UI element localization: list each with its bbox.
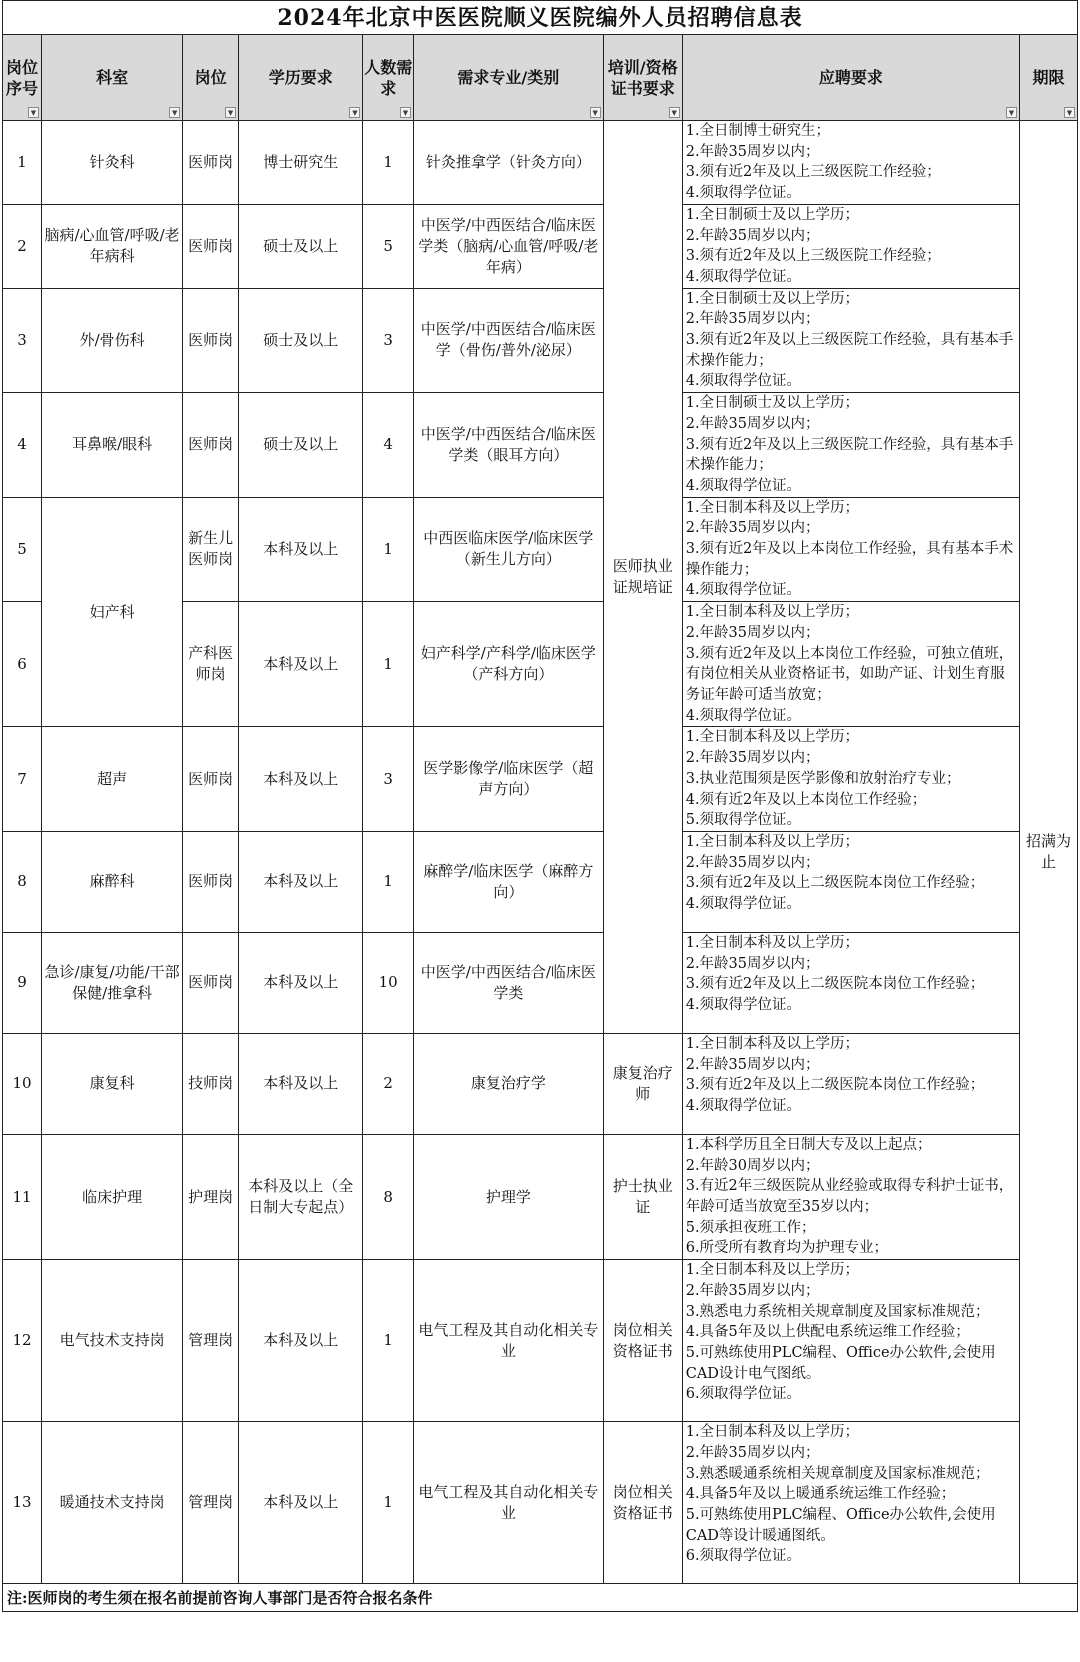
requirement-line: 5.可熟练使用PLC编程、Office办公软件,会使用CAD等设计暖通图纸。	[685, 1506, 996, 1544]
cell-post: 医师岗	[183, 932, 239, 1033]
cell-dept: 康复科	[41, 1033, 182, 1134]
header-dept: 科室 ▼	[41, 35, 182, 121]
cell-dept: 妇产科	[41, 497, 182, 727]
recruitment-table	[2, 34, 1078, 1584]
cell-post: 医师岗	[183, 393, 239, 498]
requirement-line: 3.须有近2年及以上二级医院本岗位工作经验；	[685, 875, 985, 892]
requirement-line: 2.年龄35周岁以内；	[685, 415, 820, 432]
cell-major: 中医学/中西医结合/临床医学类（眼耳方向）	[413, 393, 603, 498]
requirement-line: 4.须取得学位证。	[685, 268, 802, 285]
requirement-line: 4.须取得学位证。	[685, 582, 802, 599]
requirement-line: 5.可熟练使用PLC编程、Office办公软件,会使用CAD设计电气图纸。	[685, 1344, 996, 1382]
cell-edu: 硕士及以上	[239, 393, 363, 498]
requirement-line: 4.须取得学位证。	[685, 707, 802, 724]
requirement-line: 5.须取得学位证。	[685, 812, 802, 829]
cell-num: 8	[363, 1134, 414, 1259]
cell-num: 1	[363, 602, 414, 727]
table-row	[3, 121, 1078, 205]
requirement-line: 4.须取得学位证。	[685, 896, 802, 913]
footer-note: 注:医师岗的考生须在报名前提前咨询人事部门是否符合报名条件	[2, 1584, 1078, 1612]
requirement-line: 2.年龄35周岁以内；	[685, 311, 820, 328]
cell-requirements	[682, 1134, 1019, 1259]
cell-edu: 本科及以上	[239, 932, 363, 1033]
cell-no: 7	[3, 727, 42, 832]
cell-no: 1	[3, 121, 42, 205]
header-term: 期限 ▼	[1019, 35, 1077, 121]
cell-num: 1	[363, 1260, 414, 1422]
cell-cert: 岗位相关资格证书	[603, 1260, 682, 1422]
filter-dropdown-icon[interactable]: ▼	[169, 107, 180, 118]
requirement-line: 6.所受所有教育均为护理专业；	[685, 1240, 889, 1257]
cell-requirements	[682, 1033, 1019, 1134]
cell-cert: 康复治疗师	[603, 1033, 682, 1134]
cell-dept: 麻醉科	[41, 831, 182, 932]
cell-num: 5	[363, 204, 414, 288]
cell-post: 医师岗	[183, 204, 239, 288]
filter-dropdown-icon[interactable]: ▼	[400, 107, 411, 118]
cell-num: 3	[363, 727, 414, 832]
requirement-line: 1.全日制硕士及以上学历；	[685, 395, 860, 412]
cell-requirements	[682, 727, 1019, 832]
requirement-line: 1.全日制本科及以上学历；	[685, 1424, 860, 1441]
cell-dept: 针灸科	[41, 121, 182, 205]
requirement-line: 3.须有近2年及以上三级医院工作经验；	[685, 248, 941, 265]
requirement-line: 2.年龄30周岁以内；	[685, 1157, 820, 1174]
requirement-line: 3.须有近2年及以上本岗位工作经验，具有基本手术操作能力；	[685, 541, 1014, 578]
requirement-line: 2.年龄35周岁以内；	[685, 1282, 820, 1299]
cell-edu: 硕士及以上	[239, 288, 363, 393]
table-row	[3, 497, 1078, 602]
header-row	[3, 35, 1078, 121]
cell-no: 12	[3, 1260, 42, 1422]
table-row	[3, 1260, 1078, 1422]
cell-num: 3	[363, 288, 414, 393]
cell-no: 3	[3, 288, 42, 393]
requirement-line: 2.年龄35周岁以内；	[685, 750, 820, 767]
cell-major: 麻醉学/临床医学（麻醉方向）	[413, 831, 603, 932]
cell-edu: 本科及以上	[239, 602, 363, 727]
cell-major: 中医学/中西医结合/临床医学类（脑病/心血管/呼吸/老年病）	[413, 204, 603, 288]
requirement-line: 1.全日制本科及以上学历；	[685, 1035, 860, 1052]
cell-requirements	[682, 393, 1019, 498]
cell-num: 2	[363, 1033, 414, 1134]
page-title: 2024年北京中医医院顺义医院编外人员招聘信息表	[2, 0, 1078, 34]
requirement-line: 3.须有近2年及以上三级医院工作经验；	[685, 164, 941, 181]
cell-major: 中西医临床医学/临床医学（新生儿方向）	[413, 497, 603, 602]
requirement-line: 1.全日制本科及以上学历；	[685, 934, 860, 951]
cell-edu: 本科及以上	[239, 727, 363, 832]
header-post: 岗位 ▼	[183, 35, 239, 121]
cell-major: 护理学	[413, 1134, 603, 1259]
requirement-line: 6.须取得学位证。	[685, 1386, 802, 1403]
cell-post: 技师岗	[183, 1033, 239, 1134]
filter-dropdown-icon[interactable]: ▼	[349, 107, 360, 118]
requirement-line: 4.须取得学位证。	[685, 185, 802, 202]
cell-edu: 本科及以上（全日制大专起点）	[239, 1134, 363, 1259]
cell-no: 5	[3, 497, 42, 602]
cell-num: 1	[363, 1422, 414, 1584]
filter-dropdown-icon[interactable]: ▼	[28, 107, 39, 118]
requirement-line: 3.执业范围须是医学影像和放射治疗专业；	[685, 770, 961, 787]
filter-dropdown-icon[interactable]: ▼	[669, 107, 680, 118]
requirement-line: 3.有近2年三级医院从业经验或取得专科护士证书，年龄可适当放宽至35岁以内；	[685, 1178, 1014, 1216]
cell-dept: 临床护理	[41, 1134, 182, 1259]
cell-requirements	[682, 204, 1019, 288]
header-num: 人数需求 ▼	[363, 35, 414, 121]
cell-num: 10	[363, 932, 414, 1033]
requirement-line: 1.全日制硕士及以上学历；	[685, 206, 860, 223]
table-row	[3, 288, 1078, 393]
cell-edu: 本科及以上	[239, 497, 363, 602]
cell-requirements	[682, 602, 1019, 727]
requirement-line: 3.须有近2年及以上三级医院工作经验，具有基本手术操作能力；	[685, 436, 1014, 474]
cell-edu: 硕士及以上	[239, 204, 363, 288]
cell-requirements	[682, 932, 1019, 1033]
requirement-line: 2.年龄35周岁以内；	[685, 624, 820, 641]
cell-edu: 本科及以上	[239, 1422, 363, 1584]
cell-no: 13	[3, 1422, 42, 1584]
cell-major: 妇产科学/产科学/临床医学（产科方向）	[413, 602, 603, 727]
requirement-line: 4.须取得学位证。	[685, 477, 802, 494]
header-no: 岗位序号 ▼	[3, 35, 42, 121]
requirement-line: 1.全日制本科及以上学历；	[685, 833, 860, 850]
cell-num: 1	[363, 497, 414, 602]
cell-post: 医师岗	[183, 727, 239, 832]
header-major: 需求专业/类别 ▼	[413, 35, 603, 121]
cell-requirements	[682, 121, 1019, 205]
table-row	[3, 932, 1078, 1033]
cell-edu: 博士研究生	[239, 121, 363, 205]
filter-dropdown-icon[interactable]: ▼	[590, 107, 601, 118]
table-row	[3, 831, 1078, 932]
requirement-line: 6.须取得学位证。	[685, 1548, 802, 1565]
cell-major: 中医学/中西医结合/临床医学类	[413, 932, 603, 1033]
filter-dropdown-icon[interactable]: ▼	[225, 107, 236, 118]
table-row	[3, 1422, 1078, 1584]
cell-num: 1	[363, 121, 414, 205]
cell-major: 医学影像学/临床医学（超声方向）	[413, 727, 603, 832]
cell-no: 6	[3, 602, 42, 727]
requirement-line: 1.全日制本科及以上学历；	[685, 1262, 860, 1279]
requirement-line: 1.全日制硕士及以上学历；	[685, 290, 860, 307]
cell-dept: 耳鼻喉/眼科	[41, 393, 182, 498]
requirement-line: 5.须承担夜班工作；	[685, 1219, 816, 1236]
filter-dropdown-icon[interactable]: ▼	[1006, 107, 1017, 118]
requirement-line: 3.须有近2年及以上二级医院本岗位工作经验；	[685, 1077, 985, 1094]
cell-post: 产科医师岗	[183, 602, 239, 727]
requirement-line: 4.具备5年及以上供配电系统运维工作经验；	[685, 1324, 970, 1341]
header-cert: 培训/资格证书要求 ▼	[603, 35, 682, 121]
cell-post: 管理岗	[183, 1260, 239, 1422]
requirement-line: 3.须有近2年及以上二级医院本岗位工作经验；	[685, 976, 985, 993]
cell-post: 管理岗	[183, 1422, 239, 1584]
requirement-line: 4.须取得学位证。	[685, 373, 802, 390]
cell-edu: 本科及以上	[239, 1260, 363, 1422]
table-row	[3, 393, 1078, 498]
cell-no: 9	[3, 932, 42, 1033]
cell-post: 医师岗	[183, 121, 239, 205]
cell-dept: 脑病/心血管/呼吸/老年病科	[41, 204, 182, 288]
requirement-line: 2.年龄35周岁以内；	[685, 1444, 820, 1461]
requirement-line: 1.全日制本科及以上学历；	[685, 604, 860, 621]
cell-no: 11	[3, 1134, 42, 1259]
requirement-line: 2.年龄35周岁以内；	[685, 955, 820, 972]
cell-dept: 外/骨伤科	[41, 288, 182, 393]
cell-major: 中医学/中西医结合/临床医学（骨伤/普外/泌尿）	[413, 288, 603, 393]
requirement-line: 2.年龄35周岁以内；	[685, 1056, 820, 1073]
cell-post: 医师岗	[183, 288, 239, 393]
cell-term-merged: 招满为止	[1019, 121, 1077, 1584]
cell-post: 医师岗	[183, 831, 239, 932]
cell-post: 新生儿医师岗	[183, 497, 239, 602]
cell-post: 护理岗	[183, 1134, 239, 1259]
requirement-line: 3.熟悉电力系统相关规章制度及国家标准规范；	[685, 1303, 990, 1320]
requirement-line: 1.全日制博士研究生；	[685, 123, 831, 139]
cell-dept: 急诊/康复/功能/干部保健/推拿科	[41, 932, 182, 1033]
cell-major: 电气工程及其自动化相关专业	[413, 1260, 603, 1422]
cell-dept: 电气技术支持岗	[41, 1260, 182, 1422]
header-edu: 学历要求 ▼	[239, 35, 363, 121]
cell-edu: 本科及以上	[239, 831, 363, 932]
cell-cert: 护士执业证	[603, 1134, 682, 1259]
cell-major: 针灸推拿学（针灸方向）	[413, 121, 603, 205]
cell-requirements	[682, 288, 1019, 393]
requirement-line: 4.须有近2年及以上本岗位工作经验；	[685, 791, 927, 808]
cell-dept: 超声	[41, 727, 182, 832]
cell-num: 4	[363, 393, 414, 498]
cell-no: 2	[3, 204, 42, 288]
cell-cert: 岗位相关资格证书	[603, 1422, 682, 1584]
cell-num: 1	[363, 831, 414, 932]
table-row	[3, 204, 1078, 288]
requirement-line: 2.年龄35周岁以内；	[685, 143, 820, 160]
cell-cert-merged: 医师执业证规培证	[603, 121, 682, 1034]
cell-requirements	[682, 1422, 1019, 1584]
table-row	[3, 1134, 1078, 1259]
cell-requirements	[682, 831, 1019, 932]
requirement-line: 3.须有近2年及以上三级医院工作经验，具有基本手术操作能力；	[685, 332, 1014, 369]
cell-no: 4	[3, 393, 42, 498]
cell-major: 电气工程及其自动化相关专业	[413, 1422, 603, 1584]
requirement-line: 2.年龄35周岁以内；	[685, 227, 820, 244]
requirement-line: 2.年龄35周岁以内；	[685, 854, 820, 871]
filter-dropdown-icon[interactable]: ▼	[1064, 107, 1075, 118]
requirement-line: 4.具备5年及以上暖通系统运维工作经验；	[685, 1486, 956, 1503]
table-row	[3, 1033, 1078, 1134]
requirement-line: 1.全日制本科及以上学历；	[685, 729, 860, 746]
header-req: 应聘要求 ▼	[682, 35, 1019, 121]
cell-no: 10	[3, 1033, 42, 1134]
cell-dept: 暖通技术支持岗	[41, 1422, 182, 1584]
requirement-line: 3.熟悉暖通系统相关规章制度及国家标准规范；	[685, 1465, 990, 1482]
requirement-line: 4.须取得学位证。	[685, 1098, 802, 1115]
requirement-line: 3.须有近2年及以上本岗位工作经验，可独立值班，有岗位相关从业资格证书，如助产证、计划生育服务证年龄可适当放宽；	[685, 645, 1014, 703]
cell-no: 8	[3, 831, 42, 932]
table-row	[3, 727, 1078, 832]
cell-requirements	[682, 1260, 1019, 1422]
cell-requirements	[682, 497, 1019, 602]
requirement-line: 1.本科学历且全日制大专及以上起点；	[685, 1136, 932, 1153]
requirement-line: 2.年龄35周岁以内；	[685, 520, 820, 537]
requirement-line: 4.须取得学位证。	[685, 997, 802, 1014]
requirement-line: 1.全日制本科及以上学历；	[685, 499, 860, 516]
cell-major: 康复治疗学	[413, 1033, 603, 1134]
cell-edu: 本科及以上	[239, 1033, 363, 1134]
